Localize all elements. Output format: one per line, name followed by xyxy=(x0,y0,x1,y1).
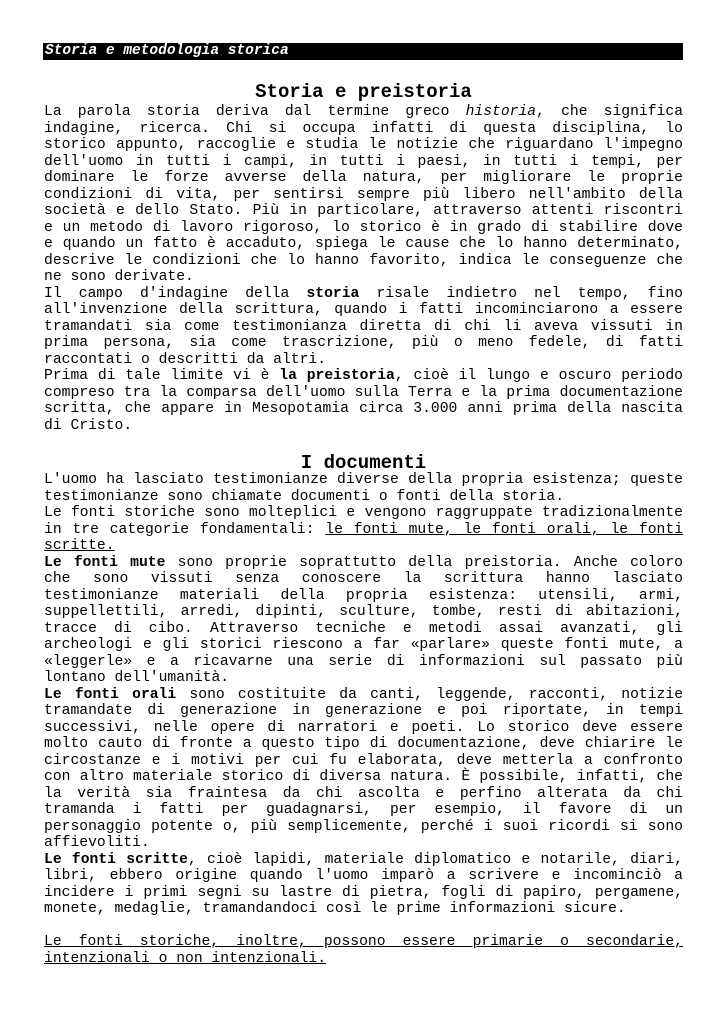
italic-term: historia xyxy=(465,104,537,120)
running-header xyxy=(43,43,683,60)
text-run: L'uomo ha lasciato testimonianze diverse della propria esistenza; queste testimonianze sono chiamate documenti o fonti della storia. xyxy=(44,472,683,505)
bold-term: la preistoria xyxy=(279,368,395,384)
paragraph-categorie-fonti xyxy=(44,505,683,555)
underlined-text: le fonti mute, le fonti orali, le fonti scritte. xyxy=(44,521,684,554)
text-run: risale indietro nel tempo, fino all'invenzione della scrittura, quando i fatti incominciarono a essere tramandati sia come testimonianza diretta di chi li aveva vissuti in prima persona, sia come trascrizione, più o meno fedele, di fatti raccontati o descritti da altri. xyxy=(44,285,683,368)
section-title: I documenti xyxy=(300,452,427,474)
text-run: Le fonti storiche sono molteplici e vengono raggruppate tradizionalmente in tre categorie fondamentali: xyxy=(44,505,683,538)
text-run: Prima di tale limite vi è xyxy=(44,368,280,384)
paragraph-fonti-orali xyxy=(44,687,683,852)
running-header-title: Storia e metodologia storica xyxy=(45,43,289,59)
bold-term: Le fonti orali xyxy=(44,686,177,703)
text-run: La parola storia deriva dal termine greco xyxy=(44,104,466,120)
section-title: Storia e preistoria xyxy=(255,81,472,103)
section-storia-e-preistoria xyxy=(44,80,683,434)
bold-term: storia xyxy=(306,285,360,302)
paragraph-definizione-storia xyxy=(44,104,683,286)
bold-term: Le fonti mute xyxy=(44,554,166,571)
paragraph-testimonianze xyxy=(44,472,683,505)
section-i-documenti xyxy=(44,454,683,967)
paragraph-preistoria xyxy=(44,368,683,434)
text-run: sono proprie soprattutto della preistoria. Anche coloro che sono vissuti senza conoscere la scrittura hanno lasciato testimonianze materiali della propria esistenza: utensili, armi, suppellettili, arredi, dipinti, sculture, tombe, resti di abitazioni, tracce di cibo. Attraverso tecniche e metodi assai avanzati, gli archeologi e gli storici riescono a far «parlare» queste fonti mute, a «leggerle» e a ricavarne una serie di informazioni sul passato più lontano dell'umanità. xyxy=(44,554,683,686)
text-run: , cioè lapidi, materiale diplomatico e notarile, diari, libri, ebbero origine quando l'uomo imparò a scrivere e incominciò a incidere i primi segni su lastre di pietra, fogli di papiro, pergamene, monete, medaglie, tramandandoci così le prime informazioni sicure. xyxy=(44,851,683,917)
text-run: , cioè il lungo e oscuro periodo compreso tra la comparsa dell'uomo sulla Terra e la prima documentazione scritta, che appare in Mesopotamia circa 3.000 anni prima della nascita di Cristo. xyxy=(44,368,683,434)
text-run: Il campo d'indagine della xyxy=(44,285,307,302)
paragraph-fonti-mute xyxy=(44,555,683,687)
document-body xyxy=(44,80,683,967)
paragraph-fonti-scritte xyxy=(44,852,683,918)
underlined-text: Le fonti storiche, inoltre, possono essere primarie o secondarie, intenzionali o non intenzionali. xyxy=(44,934,683,967)
text-run: , che significa indagine, ricerca. Chi si occupa infatti di questa disciplina, lo storico appunto, raccoglie e studia le notizie che riguardano l'impegno dell'uomo in tutti i campi, in tutti i paesi, in tutti i tempi, per dominare le forze avverse della natura, per migliorare le proprie condizioni di vita, per sentirsi sempre più libero nell'ambito della società e dello Stato. Più in particolare, attraverso attenti riscontri e un metodo di lavoro rigoroso, lo storico è in grado di stabilire dove e quando un fatto è accaduto, spiega le cause che lo hanno determinato, descrive le condizioni che lo hanno favorito, indica le conseguenze che ne sono derivate. xyxy=(44,104,684,285)
text-run: sono costituite da canti, leggende, racconti, notizie tramandate di generazione in generazione e poi riportate, in tempi successivi, nelle opere di narratori e poeti. Lo storico deve essere molto cauto di fronte a questo tipo di documentazione, deve chiarire le circostanze e i motivi per cui fu elaborata, deve metterla a confronto con altro materiale storico di diversa natura. È possibile, infatti, che la verità sia fraintesa da chi ascolta e perfino alterata da chi tramanda i fatti per guadagnarsi, per esempio, il favore di un personaggio potente o, più semplicemente, perché i suoi ricordi si sono affievoliti. xyxy=(44,686,684,851)
paragraph-campo-indagine xyxy=(44,286,683,369)
paragraph-tipi-fonti xyxy=(44,934,683,967)
bold-term: Le fonti scritte xyxy=(44,851,188,868)
